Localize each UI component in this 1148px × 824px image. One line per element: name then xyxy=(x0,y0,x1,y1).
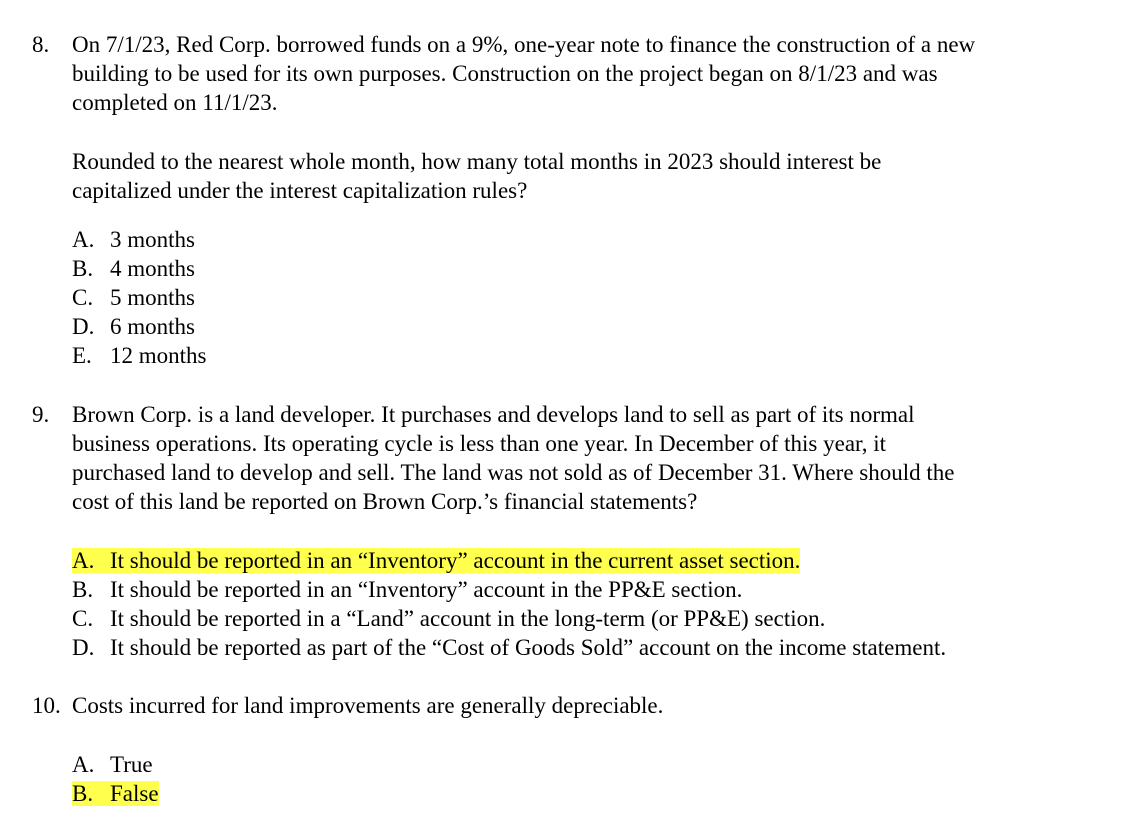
question-stem: Costs incurred for land improvements are generally depreciable. xyxy=(72,693,664,718)
choice-highlight xyxy=(72,781,159,806)
choice-text: It should be reported in a “Land” account in the long-term (or PP&E) section. xyxy=(110,606,826,631)
answer-choice-c[interactable] xyxy=(72,604,1142,633)
answer-choice-d[interactable] xyxy=(72,312,1142,341)
choice-highlight xyxy=(72,285,195,310)
choice-highlight xyxy=(72,606,825,631)
answer-choices xyxy=(72,225,1142,370)
choice-text: It should be reported in an “Inventory” account in the PP&E section. xyxy=(110,577,743,602)
question-number: 9. xyxy=(32,402,50,427)
answer-choices xyxy=(72,750,1142,808)
choice-text: 3 months xyxy=(110,227,195,252)
question-stem: On 7/1/23, Red Corp. borrowed funds on a 9%, one-year note to finance the construction of a new building to be used for its own purposes. Construction on the project began on 8/1/23 and was completed on 11/1/23. xyxy=(72,32,976,115)
choice-letter: D. xyxy=(72,635,95,660)
answer-choice-d[interactable] xyxy=(72,633,1142,662)
choice-text: 6 months xyxy=(110,314,195,339)
choice-highlight xyxy=(72,256,195,281)
choice-letter: B. xyxy=(72,256,94,281)
choice-letter: D. xyxy=(72,314,95,339)
question-stem: Brown Corp. is a land developer. It purchases and develops land to sell as part of its normal business operations. Its operating cycle is less than one year. In December of this year, it purchased land to develop and sell. The land was not sold as of December 31. Where should the cost of this land be reported on Brown Corp.’s financial statements? xyxy=(72,402,955,514)
answer-choice-c[interactable] xyxy=(72,283,1142,312)
choice-text: 12 months xyxy=(110,343,207,368)
question-number: 8. xyxy=(32,32,50,57)
choice-highlight xyxy=(72,752,153,777)
answer-choice-b[interactable] xyxy=(72,254,1142,283)
choice-letter: C. xyxy=(72,285,94,310)
choice-text: 5 months xyxy=(110,285,195,310)
answer-choice-b[interactable] xyxy=(72,779,1142,808)
question-prompt: Rounded to the nearest whole month, how many total months in 2023 should interest be capitalized under the interest capitalization rules? xyxy=(72,149,882,203)
choice-highlight xyxy=(72,343,206,368)
choice-text: False xyxy=(110,781,159,806)
choice-letter: A. xyxy=(72,548,95,573)
question-number: 10. xyxy=(32,693,61,718)
choice-highlight xyxy=(72,314,195,339)
choice-text: It should be reported in an “Inventory” account in the current asset section. xyxy=(110,548,801,573)
answer-choice-a[interactable] xyxy=(72,546,1142,575)
choice-letter: A. xyxy=(72,227,95,252)
choice-highlight xyxy=(72,548,800,573)
choice-text: It should be reported as part of the “Cost of Goods Sold” account on the income statement. xyxy=(110,635,947,660)
choice-text: 4 months xyxy=(110,256,195,281)
choice-highlight xyxy=(72,577,742,602)
choice-letter: B. xyxy=(72,781,94,806)
choice-highlight xyxy=(72,227,195,252)
answer-choice-e[interactable] xyxy=(72,341,1142,370)
choice-highlight xyxy=(72,635,946,660)
choice-letter: C. xyxy=(72,606,94,631)
answer-choices xyxy=(72,546,1142,662)
answer-choice-a[interactable] xyxy=(72,225,1142,254)
answer-choice-b[interactable] xyxy=(72,575,1142,604)
choice-letter: A. xyxy=(72,752,95,777)
answer-choice-a[interactable] xyxy=(72,750,1142,779)
choice-letter: E. xyxy=(72,343,92,368)
choice-letter: B. xyxy=(72,577,94,602)
choice-text: True xyxy=(110,752,153,777)
